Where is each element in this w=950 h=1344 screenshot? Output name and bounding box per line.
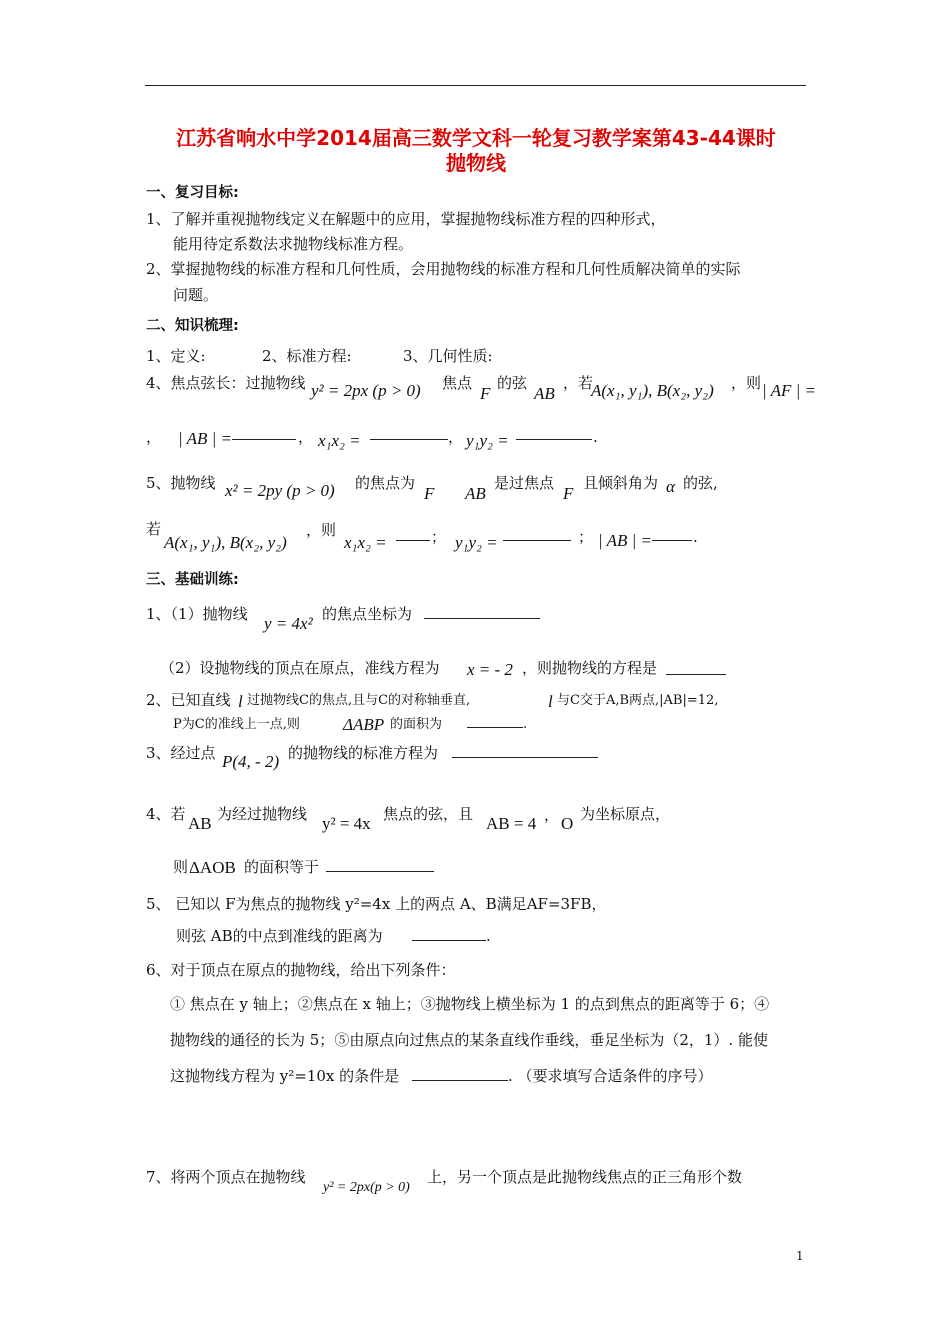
blank-p5[interactable]	[412, 926, 486, 946]
q5-prefix: 5、抛物线	[146, 474, 216, 492]
focal-chord-q4-y1y2: y₁y₂ =	[466, 431, 509, 450]
blank-q5-x1x2[interactable]	[396, 526, 430, 546]
focal-chord-q4-text2: 的弦	[497, 374, 528, 392]
header-rule	[145, 85, 806, 86]
focal-chord-q4-points: A(x₁, y₁), B(x₂, y₂)	[591, 381, 714, 400]
p6-intro: 6、对于顶点在原点的抛物线，给出下列条件：	[146, 961, 456, 979]
q5-then: ，则	[306, 521, 337, 539]
p5-period: .	[486, 927, 491, 945]
goal-2-line2: 问题。	[173, 286, 219, 304]
p7-equation: y² = 2px(p > 0)	[323, 1180, 410, 1195]
section-heading-training: 三、基础训练:	[146, 572, 239, 588]
p4a-text2: 焦点的弦，且	[383, 805, 474, 823]
q5-text2: 是过焦点	[494, 474, 555, 492]
p4b-suffix: 的面积等于	[244, 858, 320, 876]
blank-q5-AB[interactable]	[652, 526, 692, 546]
p4a-equation: y² = 4x	[322, 814, 371, 833]
focal-chord-q4-AB: AB	[534, 384, 555, 403]
p2a-prefix: 2、已知直线	[146, 691, 231, 709]
knowledge-standard-eq: 2、标准方程:	[262, 347, 352, 365]
p3-prefix: 3、经过点	[146, 744, 216, 762]
p2b-suffix: 的面积为	[390, 717, 443, 732]
p2a-text2: 与C交于A,B两点,|AB|=12,	[557, 693, 719, 708]
p2b-triangle: ΔABP	[343, 715, 385, 734]
blank-p4b[interactable]	[326, 857, 434, 877]
section-heading-knowledge: 二、知识梳理:	[146, 318, 239, 334]
doc-subtitle: 抛物线	[446, 151, 506, 175]
focal-chord-q4-text3: ，若	[563, 374, 594, 392]
goal-2-line1: 2、掌握抛物线的标准方程和几何性质，会用抛物线的标准方程和几何性质解决简单的实际	[146, 260, 741, 278]
focal-chord-q4-then: ，则	[731, 374, 762, 392]
p1b-suffix: ，则抛物线的方程是	[522, 659, 658, 677]
p3-suffix: 的抛物线的标准方程为	[288, 744, 439, 762]
p6-prefix: 这抛物线方程为 y²=10x 的条件是	[170, 1067, 400, 1085]
focal-chord-q4-AB-length: | AB | =	[178, 429, 233, 448]
q5-AB-length: | AB | =	[598, 531, 653, 550]
p2a-text1: 过抛物线C的焦点,且与C的对称轴垂直,	[247, 693, 471, 708]
p4a-prefix: 4、若	[146, 805, 186, 823]
q5-text1: 的焦点为	[355, 474, 416, 492]
blank-q4-AB[interactable]	[232, 425, 296, 445]
p4a-length: AB = 4	[486, 814, 537, 833]
q5-if: 若	[146, 520, 162, 538]
knowledge-definition: 1、定义:	[146, 347, 206, 365]
p6-suffix: . （要求填写合适条件的序号）	[508, 1067, 713, 1085]
focal-chord-q4-prefix: 4、焦点弦长：过抛物线	[146, 374, 306, 392]
p4a-O: O	[561, 814, 574, 833]
q5-F: F	[424, 484, 435, 503]
p5-line1: 5、 已知以 F为焦点的抛物线 y²=4x 上的两点 A、B满足AF=3FB，	[146, 895, 607, 913]
p1a-prefix: 1、（1）抛物线	[146, 605, 248, 623]
focal-chord-q4-text1: 焦点	[442, 374, 473, 392]
focal-chord-q4-AF: | AF | =	[762, 381, 817, 400]
focal-chord-q4-equation: y² = 2px (p > 0)	[311, 381, 421, 400]
p6-conditions-line1: ① 焦点在 y 轴上；②焦点在 x 轴上；③抛物线上横坐标为 1 的点到焦点的距离等于 6；④	[170, 995, 770, 1013]
q5-y1y2: y₁y₂ =	[455, 533, 498, 552]
p2b-prefix: P为C的准线上一点,则	[173, 717, 300, 732]
p1a-suffix: 的焦点坐标为	[322, 605, 413, 623]
p5-prefix: 则弦 AB的中点到准线的距离为	[176, 927, 383, 945]
blank-q5-y1y2[interactable]	[503, 526, 571, 546]
p4a-text1: 为经过抛物线	[217, 805, 308, 823]
goal-1-line2: 能用待定系数法求抛物线标准方程。	[173, 235, 414, 253]
p4b-prefix: 则	[173, 858, 189, 876]
p2a-l: l	[238, 692, 243, 711]
p1a-equation: y = 4x²	[264, 614, 313, 633]
p2a-l2: l	[548, 692, 553, 711]
blank-q4-y1y2[interactable]	[516, 425, 592, 445]
p4a-AB: AB	[188, 814, 212, 833]
p4b-triangle: ΔAOB	[189, 858, 236, 877]
p4a-suffix: 为坐标原点，	[580, 805, 671, 823]
p7-suffix: 上，另一个顶点是此抛物线焦点的正三角形个数	[427, 1168, 743, 1186]
p7-prefix: 7、将两个顶点在抛物线	[146, 1168, 306, 1186]
blank-p6[interactable]	[412, 1066, 508, 1086]
knowledge-geometry: 3、几何性质:	[403, 347, 493, 365]
focal-chord-q4-x1x2: x₁x₂ =	[318, 431, 361, 450]
q5-alpha: α	[666, 477, 675, 496]
blank-p1b[interactable]	[666, 660, 726, 680]
q5-points: A(x₁, y₁), B(x₂, y₂)	[164, 533, 287, 552]
q5-text3: 且倾斜角为	[583, 474, 659, 492]
q5-x1x2: x₁x₂ =	[344, 533, 387, 552]
doc-title: 江苏省响水中学2014届高三数学文科一轮复习教学案第43-44课时	[176, 126, 776, 150]
focal-chord-q4-F: F	[480, 384, 491, 403]
q5-F2: F	[563, 484, 574, 503]
blank-q4-x1x2[interactable]	[370, 425, 448, 445]
blank-p3[interactable]	[452, 743, 598, 763]
section-heading-goals: 一、复习目标:	[146, 185, 239, 201]
blank-p1a[interactable]	[424, 604, 540, 624]
p1b-equation: x = - 2	[467, 660, 513, 679]
q5-text4: 的弦,	[683, 474, 718, 492]
q5-equation: x² = 2py (p > 0)	[225, 481, 335, 500]
p3-point: P(4, - 2)	[222, 752, 280, 771]
blank-p2b[interactable]: .	[467, 715, 527, 735]
p6-conditions-line2: 抛物线的通径的长为 5；⑤由原点向过焦点的某条直线作垂线，垂足坐标为（2，1）. 能使	[170, 1031, 768, 1049]
page-number: 1	[796, 1249, 804, 1263]
q5-AB: AB	[465, 484, 486, 503]
goal-1-line1: 1、了解并重视抛物线定义在解题中的应用，掌握抛物线标准方程的四种形式，	[146, 210, 666, 228]
p1b-prefix: （2）设抛物线的顶点在原点，准线方程为	[160, 659, 440, 677]
